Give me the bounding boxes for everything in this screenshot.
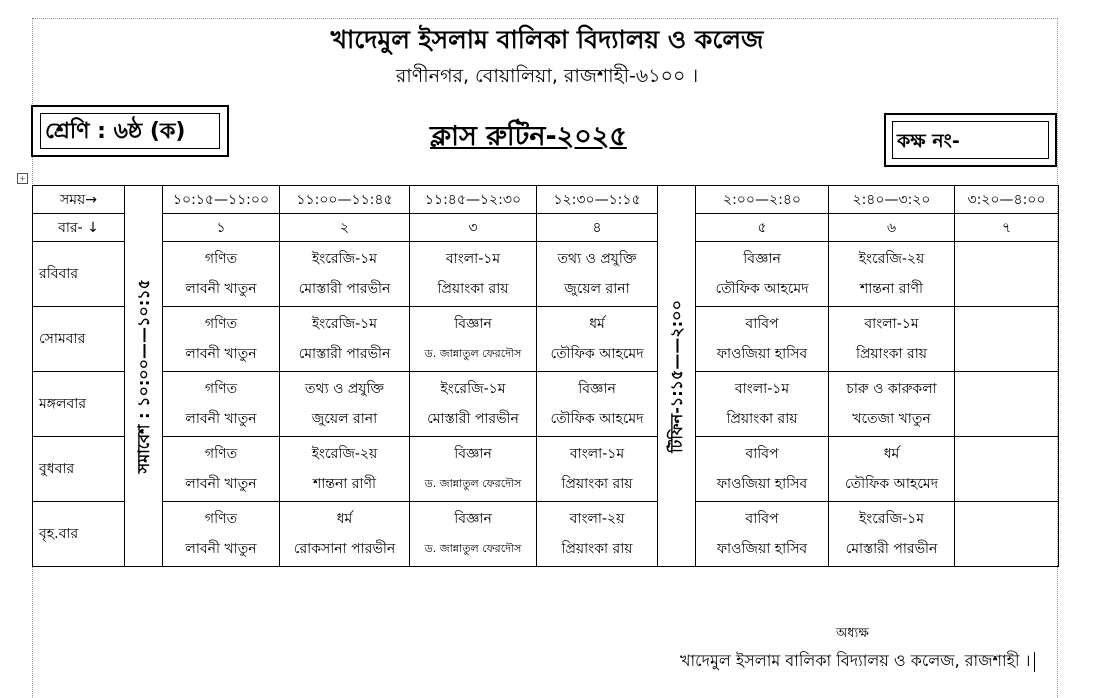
schedule-cell[interactable] (410, 307, 537, 372)
schedule-cell[interactable] (696, 502, 829, 567)
subject: বিজ্ঞান (454, 316, 492, 332)
subject: ইংরেজি-২য় (311, 446, 378, 462)
teacher: তৌফিক আহমেদ (844, 476, 939, 492)
teacher: মোস্তারী পারভীন (298, 281, 391, 297)
period-4: ৪ (537, 214, 658, 242)
schedule-cell[interactable] (696, 437, 829, 502)
schedule-cell[interactable] (537, 307, 658, 372)
schedule-cell[interactable] (829, 372, 955, 437)
teacher (955, 339, 1058, 369)
principal-school-text: খাদেমুল ইসলাম বালিকা বিদ্যালয় ও কলেজ, রাজশাহী । (680, 651, 1031, 670)
time-header-row (33, 186, 1059, 214)
subject: ইংরেজি-১ম (311, 251, 378, 267)
text-cursor (1034, 652, 1035, 672)
teacher: প্রিয়াংকা রায় (561, 541, 633, 557)
subject: ধর্ম (883, 446, 900, 462)
subject: ইংরেজি-২য় (858, 251, 925, 267)
teacher: প্রিয়াংকা রায় (437, 281, 509, 297)
subject: চারু ও কারুকলা (846, 381, 937, 397)
schedule-cell[interactable] (955, 307, 1059, 372)
time-5: ২:০০—২:৪০ (696, 186, 829, 214)
schedule-cell[interactable] (829, 502, 955, 567)
schedule-cell[interactable] (280, 242, 410, 307)
time-3: ১১:৪৫—১২:৩০ (410, 186, 537, 214)
subject: বাবিপ (745, 511, 779, 527)
period-7: ৭ (955, 214, 1059, 242)
schedule-cell[interactable] (829, 242, 955, 307)
subject (955, 244, 1058, 274)
subject: ইংরেজি-১ম (440, 381, 506, 397)
assembly-label: সমাবেশ : ১০:০০——১০:১৫ (134, 278, 153, 474)
day-label: সোমবার (33, 307, 125, 372)
subject: গণিত (204, 511, 238, 527)
teacher (955, 534, 1058, 564)
subject: বাংলা-১ম (445, 251, 501, 267)
schedule-cell[interactable] (163, 372, 280, 437)
subject: বাংলা-১ম (569, 446, 625, 462)
teacher: রোকসানা পারভীন (293, 541, 396, 557)
room-box (884, 113, 1057, 167)
schedule-cell[interactable] (163, 502, 280, 567)
schedule-cell[interactable] (280, 502, 410, 567)
teacher: ড. জান্নাতুল ফেরদৌস (424, 542, 522, 555)
subject: ইংরেজি-১ম (311, 316, 378, 332)
teacher: প্রিয়াংকা রায় (726, 411, 798, 427)
subject: ধর্ম (589, 316, 605, 332)
teacher: ড. জান্নাতুল ফেরদৌস (424, 347, 522, 360)
teacher: ফাওজিয়া হাসিব (716, 541, 808, 557)
subject: গণিত (204, 381, 238, 397)
day-row-tuesday (33, 372, 1059, 437)
schedule-cell[interactable] (280, 372, 410, 437)
teacher: লাবনী খাতুন (185, 346, 257, 362)
teacher: জুয়েল রানা (311, 411, 378, 427)
teacher: লাবনী খাতুন (185, 541, 257, 557)
teacher: মোস্তারী পারভীন (845, 541, 938, 557)
schedule-cell[interactable] (163, 437, 280, 502)
routine-table (32, 185, 1059, 567)
teacher: মোস্তারী পারভীন (427, 411, 519, 427)
schedule-cell[interactable] (696, 242, 829, 307)
teacher: মোস্তারী পারভীন (298, 346, 391, 362)
room-label: কক্ষ নং- (892, 121, 1049, 159)
teacher: জুয়েল রানা (564, 281, 630, 297)
subject (955, 504, 1058, 534)
schedule-cell[interactable] (537, 372, 658, 437)
teacher (955, 404, 1058, 434)
teacher (955, 469, 1058, 499)
teacher (955, 274, 1058, 304)
schedule-cell[interactable] (410, 437, 537, 502)
day-row-sunday (33, 242, 1059, 307)
tiffin-label: টিফিন-১:১৫——২:০০ (667, 299, 686, 453)
teacher: ফাওজিয়া হাসিব (716, 476, 808, 492)
subject: বাবিপ (745, 316, 779, 332)
schedule-cell[interactable] (829, 437, 955, 502)
tiffin-column (658, 186, 696, 567)
teacher: খতেজা খাতুন (852, 411, 931, 427)
time-2: ১১:০০—১১:৪৫ (280, 186, 410, 214)
subject: গণিত (204, 446, 238, 462)
period-6: ৬ (829, 214, 955, 242)
subject: বিজ্ঞান (454, 511, 492, 527)
schedule-cell[interactable] (955, 437, 1059, 502)
teacher: ড. জান্নাতুল ফেরদৌস (424, 477, 522, 490)
subject: গণিত (204, 251, 238, 267)
table-move-handle-icon[interactable]: + (17, 173, 28, 184)
subject: ইংরেজি-১ম (858, 511, 925, 527)
schedule-cell[interactable] (280, 437, 410, 502)
principal-school (680, 648, 1035, 675)
teacher: তৌফিক আহমেদ (550, 411, 644, 427)
class-box (31, 105, 229, 157)
subject: তথ্য ও প্রযুক্তি (305, 381, 384, 397)
subject: বিজ্ঞান (743, 251, 781, 267)
teacher: শান্তনা রাণী (312, 476, 377, 492)
period-1: ১ (163, 214, 280, 242)
teacher: প্রিয়াংকা রায় (561, 476, 633, 492)
day-label: বৃহ.বার (33, 502, 125, 567)
routine-title: ক্লাস রুটিন-২০২৫ (430, 121, 627, 152)
subject: বিজ্ঞান (578, 381, 616, 397)
time-6: ২:৪০—৩:২০ (829, 186, 955, 214)
teacher: ফাওজিয়া হাসিব (716, 346, 808, 362)
corner-time: সময়→ (33, 186, 125, 214)
corner-day: বার- ↓ (33, 214, 125, 242)
schedule-cell[interactable] (955, 242, 1059, 307)
teacher: লাবনী খাতুন (185, 411, 257, 427)
day-row-thursday (33, 502, 1059, 567)
teacher: তৌফিক আহমেদ (715, 281, 809, 297)
teacher: তৌফিক আহমেদ (550, 346, 644, 362)
teacher: লাবনী খাতুন (185, 281, 257, 297)
subject: তথ্য ও প্রযুক্তি (557, 251, 637, 267)
teacher: শান্তনা রাণী (859, 281, 924, 297)
schedule-cell[interactable] (696, 307, 829, 372)
schedule-cell[interactable] (955, 502, 1059, 567)
schedule-cell[interactable] (696, 372, 829, 437)
schedule-cell[interactable] (537, 502, 658, 567)
schedule-cell[interactable] (410, 372, 537, 437)
period-5: ৫ (696, 214, 829, 242)
day-label: মঙ্গলবার (33, 372, 125, 437)
subject: বাংলা-২য় (569, 511, 625, 527)
schedule-cell[interactable] (537, 437, 658, 502)
day-label: বুধবার (33, 437, 125, 502)
subject: বাংলা-১ম (734, 381, 790, 397)
time-7: ৩:২০—৪:০০ (955, 186, 1059, 214)
subject: বিজ্ঞান (454, 446, 492, 462)
schedule-cell[interactable] (537, 242, 658, 307)
subject: গণিত (204, 316, 238, 332)
subject: বাবিপ (745, 446, 779, 462)
subject (955, 309, 1058, 339)
day-row-monday (33, 307, 1059, 372)
schedule-cell[interactable] (280, 307, 410, 372)
schedule-cell[interactable] (829, 307, 955, 372)
day-label: রবিবার (33, 242, 125, 307)
schedule-cell[interactable] (163, 307, 280, 372)
schedule-cell[interactable] (163, 242, 280, 307)
time-4: ১২:৩০—১:১৫ (537, 186, 658, 214)
time-1: ১০:১৫—১১:০০ (163, 186, 280, 214)
period-3: ৩ (410, 214, 537, 242)
class-label: শ্রেণি : ৬ষ্ঠ (ক) (40, 113, 220, 149)
period-2: ২ (280, 214, 410, 242)
subject: বাংলা-১ম (864, 316, 919, 332)
teacher: প্রিয়াংকা রায় (855, 346, 928, 362)
schedule-cell[interactable] (410, 242, 537, 307)
assembly-column (125, 186, 163, 567)
subject (955, 439, 1058, 469)
schedule-cell[interactable] (955, 372, 1059, 437)
teacher: লাবনী খাতুন (185, 476, 257, 492)
day-row-wednesday (33, 437, 1059, 502)
period-header-row (33, 214, 1059, 242)
subject: ধর্ম (336, 511, 353, 527)
schedule-cell[interactable] (410, 502, 537, 567)
school-address: রাণীনগর, বোয়ালিয়া, রাজশাহী-৬১০০ । (395, 65, 699, 87)
principal-title: অধ্যক্ষ (836, 626, 869, 641)
subject (955, 374, 1058, 404)
school-title: খাদেমুল ইসলাম বালিকা বিদ্যালয় ও কলেজ (330, 25, 764, 54)
